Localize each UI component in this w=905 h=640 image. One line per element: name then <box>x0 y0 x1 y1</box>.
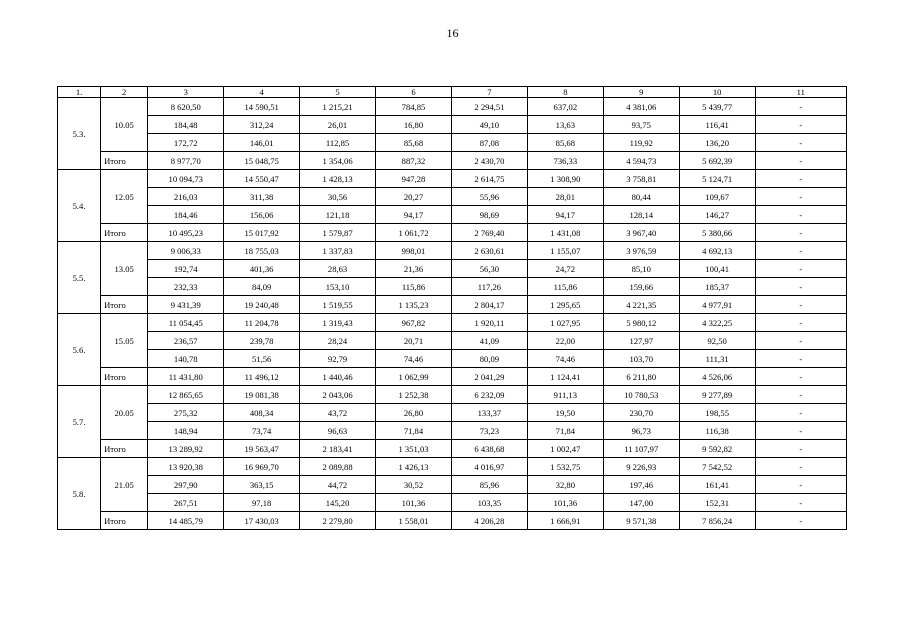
value-cell: 112,85 <box>300 134 376 152</box>
value-cell: 10 094,73 <box>148 170 224 188</box>
value-cell: 20,27 <box>376 188 452 206</box>
total-cell: 11 431,80 <box>148 368 224 386</box>
value-cell: - <box>755 332 846 350</box>
value-cell: 153,10 <box>300 278 376 296</box>
total-row <box>58 296 847 314</box>
value-cell: 121,18 <box>300 206 376 224</box>
value-cell: - <box>755 98 846 116</box>
value-cell: 85,96 <box>451 476 527 494</box>
value-cell: 9 226,93 <box>603 458 679 476</box>
value-cell: 5 439,77 <box>679 98 755 116</box>
value-cell: 18 755,03 <box>224 242 300 260</box>
value-cell: 28,24 <box>300 332 376 350</box>
total-cell: 2 769,40 <box>451 224 527 242</box>
value-cell: 159,66 <box>603 278 679 296</box>
value-cell: 947,28 <box>376 170 452 188</box>
value-cell: 4 692,13 <box>679 242 755 260</box>
total-cell: 1 061,72 <box>376 224 452 242</box>
total-cell: 1 124,41 <box>527 368 603 386</box>
value-cell: 101,36 <box>376 494 452 512</box>
value-cell: 172,72 <box>148 134 224 152</box>
date-cell: 10.05 <box>101 98 148 152</box>
value-cell: 998,01 <box>376 242 452 260</box>
total-cell: - <box>755 224 846 242</box>
total-cell: 1 354,06 <box>300 152 376 170</box>
value-cell: 2 614,75 <box>451 170 527 188</box>
total-cell: 19 563,47 <box>224 440 300 458</box>
value-cell: 92,79 <box>300 350 376 368</box>
value-cell: 1 426,13 <box>376 458 452 476</box>
column-header: 4 <box>224 87 300 98</box>
section-id: 5.3. <box>58 98 101 170</box>
value-cell: 2 630,61 <box>451 242 527 260</box>
value-cell: 16,80 <box>376 116 452 134</box>
data-table <box>57 86 847 530</box>
total-cell: 1 579,87 <box>300 224 376 242</box>
table-row <box>58 242 847 260</box>
table-row <box>58 260 847 278</box>
value-cell: 1 920,11 <box>451 314 527 332</box>
value-cell: 267,51 <box>148 494 224 512</box>
value-cell: 109,67 <box>679 188 755 206</box>
section-id: 5.8. <box>58 458 101 530</box>
table-row <box>58 134 847 152</box>
total-cell: 1 062,99 <box>376 368 452 386</box>
value-cell: - <box>755 476 846 494</box>
value-cell: 184,46 <box>148 206 224 224</box>
value-cell: 275,32 <box>148 404 224 422</box>
value-cell: 3 758,81 <box>603 170 679 188</box>
total-cell: 2 804,17 <box>451 296 527 314</box>
total-cell: 4 206,28 <box>451 512 527 530</box>
value-cell: 8 620,50 <box>148 98 224 116</box>
section-id: 5.5. <box>58 242 101 314</box>
table-row <box>58 170 847 188</box>
value-cell: 363,15 <box>224 476 300 494</box>
column-header: 8 <box>527 87 603 98</box>
value-cell: 41,09 <box>451 332 527 350</box>
value-cell: 111,31 <box>679 350 755 368</box>
value-cell: 4 322,25 <box>679 314 755 332</box>
table-row <box>58 476 847 494</box>
value-cell: - <box>755 206 846 224</box>
total-cell: 11 496,12 <box>224 368 300 386</box>
value-cell: 13 920,38 <box>148 458 224 476</box>
value-cell: 116,41 <box>679 116 755 134</box>
value-cell: 2 294,51 <box>451 98 527 116</box>
value-cell: 1 532,75 <box>527 458 603 476</box>
total-cell: 2 279,80 <box>300 512 376 530</box>
total-label: Итого <box>101 224 148 242</box>
total-cell: 10 495,23 <box>148 224 224 242</box>
value-cell: 20,71 <box>376 332 452 350</box>
value-cell: 30,52 <box>376 476 452 494</box>
total-cell: 3 967,40 <box>603 224 679 242</box>
total-cell: 15 017,92 <box>224 224 300 242</box>
value-cell: 784,85 <box>376 98 452 116</box>
total-cell: 1 002,47 <box>527 440 603 458</box>
value-cell: 232,33 <box>148 278 224 296</box>
value-cell: 3 976,59 <box>603 242 679 260</box>
total-cell: 11 107,97 <box>603 440 679 458</box>
value-cell: - <box>755 494 846 512</box>
total-row <box>58 368 847 386</box>
table-body <box>58 87 847 530</box>
value-cell: 197,46 <box>603 476 679 494</box>
column-header: 3 <box>148 87 224 98</box>
value-cell: 152,31 <box>679 494 755 512</box>
value-cell: 103,35 <box>451 494 527 512</box>
value-cell: 146,01 <box>224 134 300 152</box>
total-cell: - <box>755 512 846 530</box>
total-cell: 9 431,39 <box>148 296 224 314</box>
value-cell: 51,56 <box>224 350 300 368</box>
value-cell: 19,50 <box>527 404 603 422</box>
value-cell: 85,68 <box>376 134 452 152</box>
total-cell: 15 048,75 <box>224 152 300 170</box>
column-header: 11 <box>755 87 846 98</box>
total-cell: 887,32 <box>376 152 452 170</box>
total-cell: 1 135,23 <box>376 296 452 314</box>
value-cell: 11 204,78 <box>224 314 300 332</box>
total-row <box>58 152 847 170</box>
value-cell: 1 155,07 <box>527 242 603 260</box>
value-cell: 116,38 <box>679 422 755 440</box>
date-cell: 15.05 <box>101 314 148 368</box>
value-cell: 6 232,09 <box>451 386 527 404</box>
value-cell: 103,70 <box>603 350 679 368</box>
value-cell: 4 381,06 <box>603 98 679 116</box>
total-cell: 8 977,70 <box>148 152 224 170</box>
total-label: Итого <box>101 440 148 458</box>
table-row <box>58 314 847 332</box>
value-cell: 198,55 <box>679 404 755 422</box>
total-cell: - <box>755 368 846 386</box>
value-cell: 85,68 <box>527 134 603 152</box>
value-cell: 74,46 <box>527 350 603 368</box>
table-row <box>58 422 847 440</box>
value-cell: 156,06 <box>224 206 300 224</box>
value-cell: 2 043,06 <box>300 386 376 404</box>
value-cell: 1 319,43 <box>300 314 376 332</box>
total-cell: 2 430,70 <box>451 152 527 170</box>
value-cell: 12 865,65 <box>148 386 224 404</box>
value-cell: 9 006,33 <box>148 242 224 260</box>
value-cell: 96,63 <box>300 422 376 440</box>
value-cell: 115,86 <box>376 278 452 296</box>
total-cell: 736,33 <box>527 152 603 170</box>
column-header: 10 <box>679 87 755 98</box>
value-cell: 26,80 <box>376 404 452 422</box>
total-row <box>58 512 847 530</box>
table-row <box>58 350 847 368</box>
value-cell: 19 081,38 <box>224 386 300 404</box>
table-row <box>58 386 847 404</box>
value-cell: 117,26 <box>451 278 527 296</box>
value-cell: 1 337,83 <box>300 242 376 260</box>
value-cell: 74,46 <box>376 350 452 368</box>
total-cell: 5 380,66 <box>679 224 755 242</box>
table-row <box>58 494 847 512</box>
value-cell: 85,10 <box>603 260 679 278</box>
value-cell: - <box>755 170 846 188</box>
value-cell: - <box>755 422 846 440</box>
column-header: 2 <box>101 87 148 98</box>
value-cell: 80,44 <box>603 188 679 206</box>
value-cell: 911,13 <box>527 386 603 404</box>
value-cell: 133,37 <box>451 404 527 422</box>
value-cell: 184,48 <box>148 116 224 134</box>
date-cell: 12.05 <box>101 170 148 224</box>
value-cell: 24,72 <box>527 260 603 278</box>
total-label: Итого <box>101 296 148 314</box>
value-cell: 119,92 <box>603 134 679 152</box>
value-cell: 98,69 <box>451 206 527 224</box>
total-row <box>58 224 847 242</box>
value-cell: 97,18 <box>224 494 300 512</box>
total-label: Итого <box>101 152 148 170</box>
total-cell: 9 571,38 <box>603 512 679 530</box>
value-cell: 5 124,71 <box>679 170 755 188</box>
value-cell: 115,86 <box>527 278 603 296</box>
total-cell: 2 183,41 <box>300 440 376 458</box>
total-cell: 19 240,48 <box>224 296 300 314</box>
value-cell: 185,37 <box>679 278 755 296</box>
total-cell: 1 558,01 <box>376 512 452 530</box>
date-cell: 20.05 <box>101 386 148 440</box>
value-cell: 127,97 <box>603 332 679 350</box>
value-cell: 128,14 <box>603 206 679 224</box>
value-cell: 71,84 <box>527 422 603 440</box>
value-cell: 101,36 <box>527 494 603 512</box>
value-cell: 21,36 <box>376 260 452 278</box>
section-id: 5.7. <box>58 386 101 458</box>
value-cell: 140,78 <box>148 350 224 368</box>
total-cell: 1 295,65 <box>527 296 603 314</box>
total-cell: 17 430,03 <box>224 512 300 530</box>
value-cell: 11 054,45 <box>148 314 224 332</box>
total-cell: 4 221,35 <box>603 296 679 314</box>
value-cell: - <box>755 242 846 260</box>
table-row <box>58 116 847 134</box>
value-cell: 1 252,38 <box>376 386 452 404</box>
total-cell: 2 041,29 <box>451 368 527 386</box>
value-cell: 1 308,90 <box>527 170 603 188</box>
total-cell: - <box>755 296 846 314</box>
value-cell: 96,73 <box>603 422 679 440</box>
total-cell: 1 666,91 <box>527 512 603 530</box>
table-row <box>58 332 847 350</box>
total-cell: 13 289,92 <box>148 440 224 458</box>
table-row <box>58 278 847 296</box>
value-cell: 44,72 <box>300 476 376 494</box>
value-cell: 192,74 <box>148 260 224 278</box>
value-cell: 49,10 <box>451 116 527 134</box>
value-cell: 13,63 <box>527 116 603 134</box>
value-cell: 147,00 <box>603 494 679 512</box>
section-id: 5.4. <box>58 170 101 242</box>
value-cell: 56,30 <box>451 260 527 278</box>
total-label: Итого <box>101 368 148 386</box>
value-cell: 148,94 <box>148 422 224 440</box>
value-cell: - <box>755 188 846 206</box>
table-row <box>58 98 847 116</box>
value-cell: 71,84 <box>376 422 452 440</box>
value-cell: - <box>755 260 846 278</box>
value-cell: 10 780,53 <box>603 386 679 404</box>
total-cell: 7 856,24 <box>679 512 755 530</box>
value-cell: - <box>755 116 846 134</box>
total-cell: 1 431,08 <box>527 224 603 242</box>
value-cell: 216,03 <box>148 188 224 206</box>
value-cell: 136,20 <box>679 134 755 152</box>
value-cell: 92,50 <box>679 332 755 350</box>
total-cell: 1 440,46 <box>300 368 376 386</box>
date-cell: 13.05 <box>101 242 148 296</box>
value-cell: 9 277,89 <box>679 386 755 404</box>
value-cell: 14 590,51 <box>224 98 300 116</box>
value-cell: 30,56 <box>300 188 376 206</box>
total-row <box>58 440 847 458</box>
value-cell: 80,09 <box>451 350 527 368</box>
value-cell: 1 428,13 <box>300 170 376 188</box>
total-cell: 4 594,73 <box>603 152 679 170</box>
total-cell: 4 977,91 <box>679 296 755 314</box>
value-cell: 94,17 <box>376 206 452 224</box>
header-row <box>58 87 847 98</box>
value-cell: 161,41 <box>679 476 755 494</box>
value-cell: 1 215,21 <box>300 98 376 116</box>
value-cell: - <box>755 314 846 332</box>
value-cell: 14 550,47 <box>224 170 300 188</box>
table-row <box>58 188 847 206</box>
column-header: 6 <box>376 87 452 98</box>
column-header: 5 <box>300 87 376 98</box>
total-cell: 6 438,68 <box>451 440 527 458</box>
total-cell: 5 692,39 <box>679 152 755 170</box>
value-cell: 94,17 <box>527 206 603 224</box>
value-cell: 73,74 <box>224 422 300 440</box>
value-cell: 73,23 <box>451 422 527 440</box>
total-cell: - <box>755 152 846 170</box>
value-cell: 7 542,52 <box>679 458 755 476</box>
value-cell: - <box>755 278 846 296</box>
value-cell: 239,78 <box>224 332 300 350</box>
page-number: 16 <box>446 26 459 40</box>
value-cell: 637,02 <box>527 98 603 116</box>
value-cell: 16 969,70 <box>224 458 300 476</box>
section-id: 5.6. <box>58 314 101 386</box>
total-cell: - <box>755 440 846 458</box>
value-cell: 145,20 <box>300 494 376 512</box>
value-cell: - <box>755 386 846 404</box>
value-cell: 401,36 <box>224 260 300 278</box>
value-cell: 93,75 <box>603 116 679 134</box>
value-cell: 55,96 <box>451 188 527 206</box>
value-cell: 32,80 <box>527 476 603 494</box>
value-cell: 967,82 <box>376 314 452 332</box>
value-cell: 28,63 <box>300 260 376 278</box>
value-cell: 26,01 <box>300 116 376 134</box>
table-row <box>58 404 847 422</box>
total-label: Итого <box>101 512 148 530</box>
total-cell: 9 592,82 <box>679 440 755 458</box>
value-cell: 146,27 <box>679 206 755 224</box>
total-cell: 14 485,79 <box>148 512 224 530</box>
value-cell: 408,34 <box>224 404 300 422</box>
value-cell: 43,72 <box>300 404 376 422</box>
value-cell: - <box>755 404 846 422</box>
value-cell: - <box>755 134 846 152</box>
value-cell: - <box>755 350 846 368</box>
value-cell: 230,70 <box>603 404 679 422</box>
value-cell: 22,00 <box>527 332 603 350</box>
date-cell: 21.05 <box>101 458 148 512</box>
total-cell: 1 519,55 <box>300 296 376 314</box>
table-row <box>58 458 847 476</box>
total-cell: 4 526,06 <box>679 368 755 386</box>
value-cell: 87,08 <box>451 134 527 152</box>
value-cell: 297,90 <box>148 476 224 494</box>
value-cell: 84,09 <box>224 278 300 296</box>
value-cell: 100,41 <box>679 260 755 278</box>
value-cell: 236,57 <box>148 332 224 350</box>
total-cell: 1 351,03 <box>376 440 452 458</box>
value-cell: 311,38 <box>224 188 300 206</box>
value-cell: - <box>755 458 846 476</box>
column-header: 9 <box>603 87 679 98</box>
value-cell: 5 980,12 <box>603 314 679 332</box>
table-row <box>58 206 847 224</box>
total-cell: 6 211,80 <box>603 368 679 386</box>
value-cell: 1 027,95 <box>527 314 603 332</box>
column-header: 1. <box>58 87 101 98</box>
value-cell: 4 016,97 <box>451 458 527 476</box>
value-cell: 312,24 <box>224 116 300 134</box>
value-cell: 2 089,88 <box>300 458 376 476</box>
column-header: 7 <box>451 87 527 98</box>
value-cell: 28,01 <box>527 188 603 206</box>
